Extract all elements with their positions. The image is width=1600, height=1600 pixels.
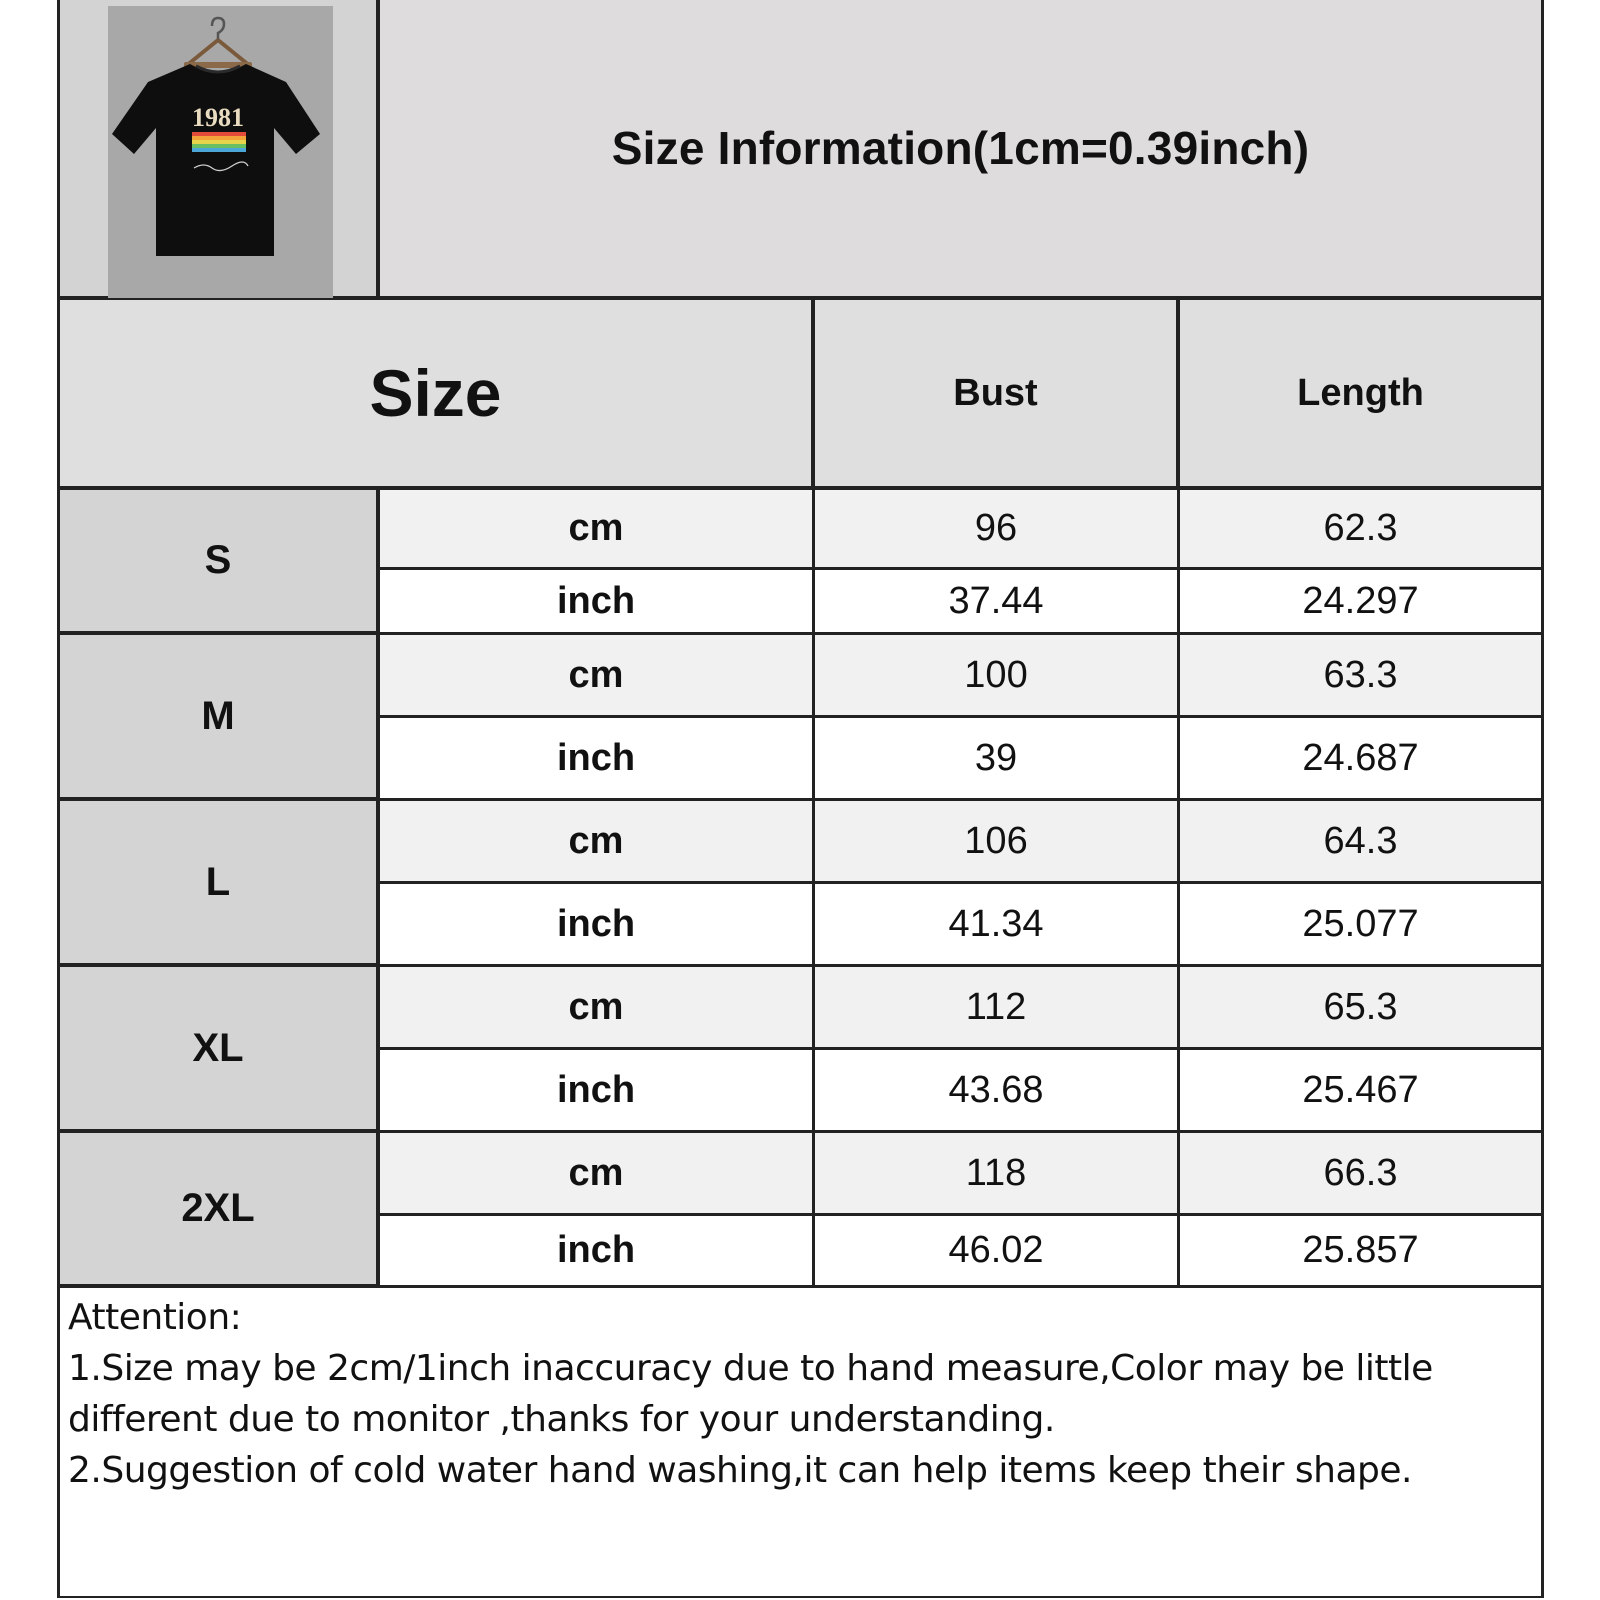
bust-cm-value: 112 [815, 967, 1180, 1050]
attention-notes [68, 1292, 1528, 1496]
unit-inch: inch [380, 1050, 815, 1133]
svg-text:1981: 1981 [192, 103, 244, 132]
unit-cm: cm [380, 635, 815, 718]
size-label-m: M [60, 635, 380, 801]
length-inch-value: 25.857 [1180, 1216, 1541, 1288]
length-cm-value: 65.3 [1180, 967, 1541, 1050]
unit-inch: inch [380, 718, 815, 801]
bust-cm-value: 96 [815, 490, 1180, 570]
print-stripe [192, 144, 246, 148]
length-cm-value: 66.3 [1180, 1133, 1541, 1216]
print-stripe [192, 148, 246, 152]
unit-cm: cm [380, 490, 815, 570]
unit-inch: inch [380, 1216, 815, 1288]
bust-inch-value: 43.68 [815, 1050, 1180, 1133]
bust-inch-value: 39 [815, 718, 1180, 801]
attention-line: 1.Size may be 2cm/1inch inaccuracy due to hand measure,Color may be little [68, 1348, 1433, 1389]
tshirt-icon [108, 6, 333, 298]
length-inch-value: 25.077 [1180, 884, 1541, 967]
length-cm-value: 64.3 [1180, 801, 1541, 884]
size-label-2xl: 2XL [60, 1133, 380, 1288]
bust-cm-value: 106 [815, 801, 1180, 884]
product-photo [108, 6, 333, 298]
bust-inch-value: 41.34 [815, 884, 1180, 967]
length-inch-value: 24.687 [1180, 718, 1541, 801]
bust-inch-value: 46.02 [815, 1216, 1180, 1288]
print-stripe [192, 140, 246, 144]
title-cell [380, 0, 1541, 300]
print-stripe [192, 136, 246, 140]
bust-inch-value: 37.44 [815, 570, 1180, 635]
attention-heading: Attention: [68, 1297, 242, 1338]
size-label-l: L [60, 801, 380, 967]
unit-inch: inch [380, 570, 815, 635]
bust-cm-value: 118 [815, 1133, 1180, 1216]
length-inch-value: 24.297 [1180, 570, 1541, 635]
length-cm-value: 62.3 [1180, 490, 1541, 570]
attention-line: 2.Suggestion of cold water hand washing,it can help items keep their shape. [68, 1450, 1412, 1491]
size-chart [57, 0, 1544, 1598]
unit-cm: cm [380, 1133, 815, 1216]
print-stripe [192, 132, 246, 136]
size-label-s: S [60, 490, 380, 635]
header-length: Length [1180, 300, 1541, 490]
unit-cm: cm [380, 801, 815, 884]
header-bust: Bust [815, 300, 1180, 490]
unit-inch: inch [380, 884, 815, 967]
unit-cm: cm [380, 967, 815, 1050]
length-cm-value: 63.3 [1180, 635, 1541, 718]
bust-cm-value: 100 [815, 635, 1180, 718]
length-inch-value: 25.467 [1180, 1050, 1541, 1133]
attention-line: different due to monitor ,thanks for your understanding. [68, 1399, 1055, 1440]
page-title: Size Information(1cm=0.39inch) [611, 122, 1310, 174]
size-label-xl: XL [60, 967, 380, 1133]
header-size: Size [60, 300, 815, 490]
product-photo-cell [60, 0, 380, 300]
